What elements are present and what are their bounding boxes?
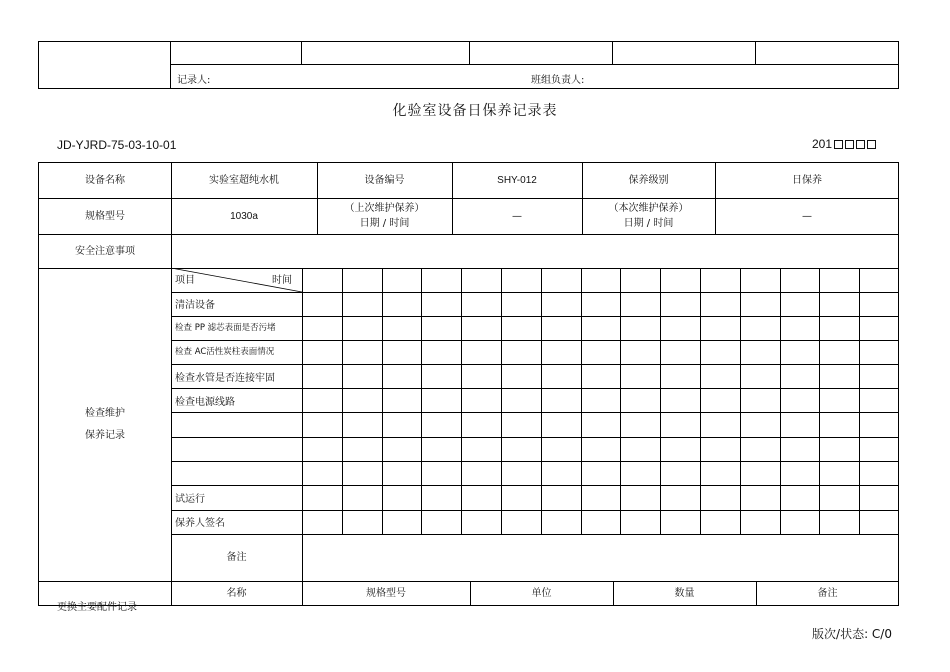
grid-line [501, 268, 502, 534]
item-time-header [171, 268, 302, 292]
spare-col-model: 规格型号 [366, 587, 406, 599]
recorder-label: 记录人: [177, 75, 211, 86]
grid-line [421, 268, 422, 534]
record-section-line2: 保养记录 [85, 429, 125, 441]
equipment-no-value: SHY-012 [497, 175, 537, 186]
this-maintenance-line1: （本次维护保养） [608, 203, 689, 214]
item-trial-run: 试运行 [175, 494, 205, 505]
date-box [834, 140, 843, 149]
grid-line [541, 268, 542, 534]
grid-line [39, 581, 899, 582]
item-clean-equipment: 清洁设备 [175, 300, 215, 311]
spare-col-name: 名称 [226, 587, 247, 599]
date-field[interactable] [812, 137, 876, 151]
last-maintenance-value[interactable]: — [512, 210, 522, 222]
date-box [867, 140, 876, 149]
equipment-name-label: 设备名称 [85, 175, 125, 186]
grid-line [171, 316, 899, 317]
item-check-power: 检查电源线路 [175, 397, 235, 408]
spare-col-quantity: 数量 [674, 587, 695, 599]
grid-line [582, 163, 583, 234]
grid-line [581, 268, 582, 534]
document-number: JD-YJRD-75-03-10-01 [57, 138, 177, 152]
this-maintenance-label [582, 198, 715, 234]
grid-line [740, 268, 741, 534]
grid-line [660, 268, 661, 534]
safety-notes-field[interactable] [171, 234, 899, 268]
grid-line [700, 268, 701, 534]
item-check-pipes: 检查水管是否连接牢固 [175, 373, 275, 384]
maintenance-level-label: 保养级别 [628, 175, 669, 186]
grid-line [171, 412, 899, 413]
last-maintenance-label [317, 198, 452, 234]
grid-line [780, 268, 781, 534]
page-title: 化验室设备日保养记录表 [392, 103, 558, 119]
grid-line [39, 234, 899, 235]
maintenance-form [38, 162, 899, 606]
record-section-line1: 检查维护 [85, 407, 125, 419]
item-check-ac-carbon: 检查 AC活性炭柱表面情况 [175, 347, 275, 357]
grid-line [819, 268, 820, 534]
item-check-pp-filter: 检查 PP 滤芯表面是否污堵 [175, 323, 276, 333]
grid-line [171, 292, 899, 293]
grid-line [171, 340, 899, 341]
spare-col-remarks: 备注 [817, 587, 838, 599]
model-label: 规格型号 [85, 210, 125, 222]
grid-line [620, 268, 621, 534]
last-maintenance-line1: （上次维护保养） [344, 203, 425, 214]
grid-line [171, 461, 899, 462]
grid-line [39, 268, 899, 269]
grid-line [715, 163, 716, 234]
grid-line [452, 163, 453, 234]
grid-line [470, 581, 471, 605]
maintenance-level-value: 日保养 [792, 175, 822, 186]
remarks-label: 备注 [226, 552, 247, 563]
equipment-no-label: 设备编号 [364, 175, 405, 186]
grid-line [756, 581, 757, 605]
team-leader-label: 班组负责人: [531, 75, 585, 86]
grid-line [39, 198, 899, 199]
date-year-prefix: 201 [811, 137, 832, 151]
item-maintainer-signature: 保养人签名 [175, 518, 225, 529]
this-maintenance-value[interactable]: — [802, 210, 812, 222]
grid-line [342, 268, 343, 534]
previous-table-fragment [38, 41, 899, 89]
model-value: 1030a [230, 210, 258, 222]
last-maintenance-line2: 日期 / 时间 [359, 218, 410, 229]
safety-notes-label: 安全注意事项 [75, 245, 135, 257]
fragment-left-cell [39, 42, 171, 88]
grid-line [171, 485, 899, 486]
grid-line [171, 364, 899, 365]
grid-line [171, 437, 899, 438]
grid-line [859, 268, 860, 534]
grid-line [613, 581, 614, 605]
grid-line [171, 534, 899, 535]
record-section-label [39, 268, 171, 581]
grid-line [171, 388, 899, 389]
fragment-blank-row [171, 42, 898, 65]
version-status: 版次/状态: C/0 [812, 627, 892, 641]
grid-line [302, 534, 303, 605]
grid-line [171, 510, 899, 511]
grid-line [461, 268, 462, 534]
this-maintenance-line2: 日期 / 时间 [623, 218, 674, 229]
grid-line [171, 163, 172, 605]
header-item-label: 项目 [175, 275, 195, 286]
header-time-label: 时间 [272, 275, 292, 286]
spare-parts-section-label: 更换主要配件记录 [57, 602, 137, 613]
equipment-name-value: 实验室超纯水机 [209, 175, 279, 186]
remarks-field[interactable] [302, 534, 899, 581]
fragment-signature-row [171, 65, 898, 88]
date-box [856, 140, 865, 149]
grid-line [302, 268, 303, 534]
grid-line [382, 268, 383, 534]
grid-line [317, 163, 318, 234]
date-box [845, 140, 854, 149]
spare-col-unit: 单位 [531, 587, 552, 599]
